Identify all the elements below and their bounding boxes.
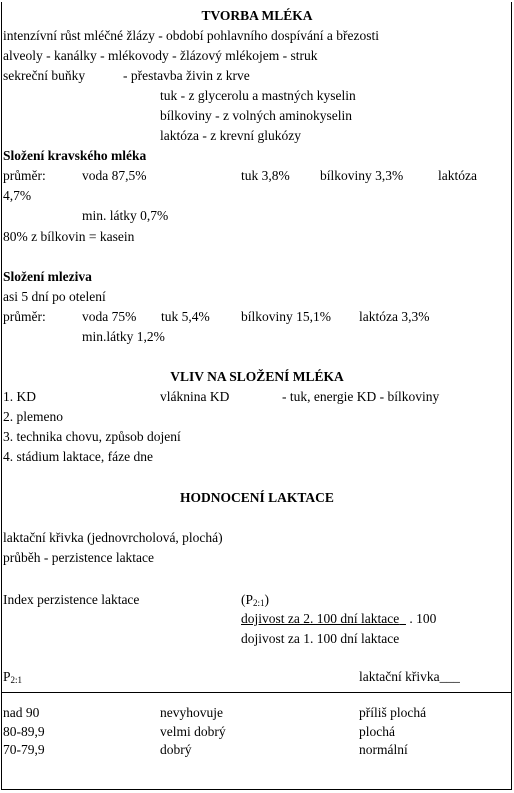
value-tuk: tuk 5,4% (161, 309, 210, 324)
section-title-hodnoceni: HODNOCENÍ LAKTACE (180, 490, 334, 505)
text-line: laktační křivka (jednovrcholová, plochá) (3, 530, 223, 545)
value-tuk: tuk 3,8% (241, 168, 290, 183)
list-item: 4. stádium laktace, fáze dne (3, 449, 153, 464)
index-symbol: $(P_{2:1})$ (241, 592, 270, 608)
table-cell-curve: plochá (359, 724, 395, 739)
value-laktoza-cont: 4,7% (3, 188, 32, 203)
table-cell-rating: nevyhovuje (160, 705, 223, 720)
table-cell-range: 70-79,9 (3, 742, 45, 757)
list-item: 3. technika chovu, způsob dojení (3, 429, 181, 444)
value-bilkoviny: bílkoviny 3,3% (320, 168, 404, 183)
text-line: - přestavba živin z krve (123, 68, 250, 83)
text-line: alveoly - kanálky - mlékovody - žlázový mlékojem - struk (3, 48, 318, 63)
section-title-tvorba: TVORBA MLÉKA (201, 8, 313, 23)
table-divider (1, 692, 512, 693)
value-laktoza: laktóza 3,3% (359, 309, 430, 324)
subheading-mlezivo: Složení mleziva (3, 269, 92, 284)
fraction-denominator: dojivost za 1. 100 dní laktace (241, 631, 400, 646)
table-cell-rating: dobrý (160, 742, 192, 757)
label-prumer: průměr: (3, 168, 46, 183)
value-laktoza: laktóza (438, 168, 477, 183)
value-bilkoviny: bílkoviny 15,1% (241, 309, 331, 324)
list-item: 1. KD (3, 389, 36, 404)
list-item-detail: - tuk, energie KD - bílkoviny (282, 389, 440, 404)
text-line: sekreční buňky (3, 68, 86, 83)
value-min-latky: min.látky 1,2% (82, 329, 165, 344)
text-note: asi 5 dní po otelení (3, 289, 106, 304)
list-item-detail: vláknina KD (160, 389, 230, 404)
text-line: průběh - perzistence laktace (3, 550, 155, 565)
list-item: 2. plemeno (3, 409, 63, 424)
subheading-mleko: Složení kravského mléka (3, 148, 147, 163)
text-line: laktóza - z krevní glukózy (160, 128, 301, 143)
table-cell-range: nad 90 (3, 705, 40, 720)
index-label: Index perzistence laktace (3, 592, 140, 607)
table-cell-curve: příliš plochá (359, 705, 427, 720)
table-cell-curve: normální (359, 742, 408, 757)
text-kasein: 80% z bílkovin = kasein (3, 229, 135, 244)
text-line: intenzívní růst mléčné žlázy - období pohlavního dospívání a březosti (3, 28, 380, 43)
section-title-vliv: VLIV NA SLOŽENÍ MLÉKA (170, 369, 344, 384)
text-line: bílkoviny - z volných aminokyselin (160, 108, 352, 123)
table-cell-range: 80-89,9 (3, 724, 45, 739)
label-prumer: průměr: (3, 309, 46, 324)
table-header-curve: laktační křivka___ (359, 669, 460, 684)
value-min-latky: min. látky 0,7% (82, 208, 169, 223)
table-cell-rating: velmi dobrý (160, 724, 226, 739)
text-line: tuk - z glycerolu a mastných kyselin (160, 88, 356, 103)
value-voda: voda 75% (82, 309, 137, 324)
value-voda: voda 87,5% (82, 168, 147, 183)
table-header-p21: $P_{2:1}$ (3, 669, 23, 685)
fraction-numerator: dojivost za 2. 100 dní laktace . 100 (241, 611, 437, 626)
